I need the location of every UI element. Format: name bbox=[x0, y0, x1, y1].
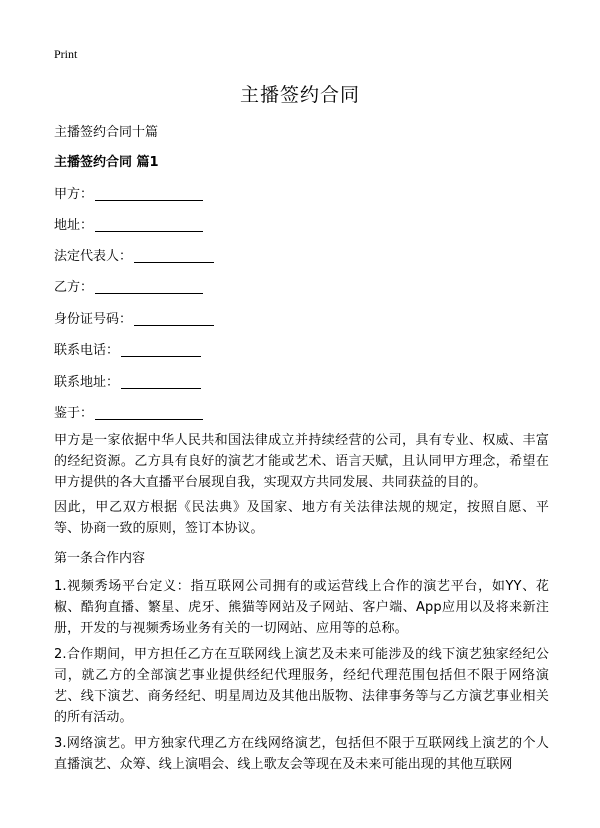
field-label: 联系电话： bbox=[54, 343, 120, 358]
clause-2: 2.合作期间，甲方担任乙方在互联网线上演艺及未来可能涉及的线下演艺独家经纪公司，就乙方的全部演艺事业提供经纪代理服务，经纪代理范围包括但不限于网络演艺、线下演艺、商务经纪、明星周边及其他出版物、法律事务等与乙方演艺事业相关的所有活动。 bbox=[54, 647, 549, 725]
paragraph-background: 甲方是一家依据中华人民共和国法律成立并持续经营的公司，具有专业、权威、丰富的经纪资源。乙方具有良好的演艺才能或艺术、语言天赋，且认同甲方理念，希望在甲方提供的各大直播平台展现自我，实现双方共同发展、共同获益的目的。 bbox=[54, 433, 549, 490]
blank-line bbox=[95, 405, 203, 420]
blank-line bbox=[95, 186, 203, 201]
document-subtitle: 主播签约合同十篇 bbox=[54, 125, 159, 140]
blank-line bbox=[134, 248, 214, 263]
paragraph-agreement-basis: 因此，甲乙双方根据《民法典》及国家、地方有关法律法规的规定，按照自愿、平等、协商一致的原则，签订本协议。 bbox=[54, 500, 549, 536]
field-label: 甲方： bbox=[54, 187, 94, 202]
field-label: 联系地址： bbox=[54, 375, 120, 390]
field-legal-representative bbox=[54, 245, 214, 264]
print-link[interactable]: Print bbox=[54, 47, 78, 61]
clause-1: 1.视频秀场平台定义：指互联网公司拥有的或运营线上合作的演艺平台，如YY、花椒、酷狗直播、繁星、虎牙、熊猫等网站及子网站、客户端、App应用以及将来新注册，开发的与视频秀场业务有关的一切网站、应用等的总称。 bbox=[54, 579, 549, 636]
blank-line bbox=[134, 311, 214, 326]
field-party-a bbox=[54, 183, 203, 202]
field-id-number bbox=[54, 308, 214, 327]
field-label: 乙方： bbox=[54, 280, 94, 295]
field-contact-address bbox=[54, 371, 201, 390]
section-heading: 主播签约合同 篇1 bbox=[54, 155, 159, 170]
clause-3: 3.网络演艺。甲方独家代理乙方在线网络演艺，包括但不限于互联网线上演艺的个人直播演艺、众筹、线上演唱会、线上歌友会等现在及未来可能出现的其他互联网 bbox=[54, 736, 549, 772]
page-title: 主播签约合同 bbox=[239, 84, 360, 106]
blank-line bbox=[121, 374, 201, 389]
field-label: 法定代表人： bbox=[54, 249, 133, 264]
blank-line bbox=[95, 217, 203, 232]
field-label: 鉴于： bbox=[54, 406, 94, 421]
field-label: 身份证号码： bbox=[54, 312, 133, 327]
field-label: 地址： bbox=[54, 218, 94, 233]
field-phone bbox=[54, 339, 201, 358]
blank-line bbox=[121, 342, 201, 357]
field-whereas bbox=[54, 402, 203, 421]
field-party-b bbox=[54, 276, 203, 295]
blank-line bbox=[95, 279, 203, 294]
article-heading: 第一条合作内容 bbox=[54, 551, 146, 566]
field-address bbox=[54, 214, 203, 233]
